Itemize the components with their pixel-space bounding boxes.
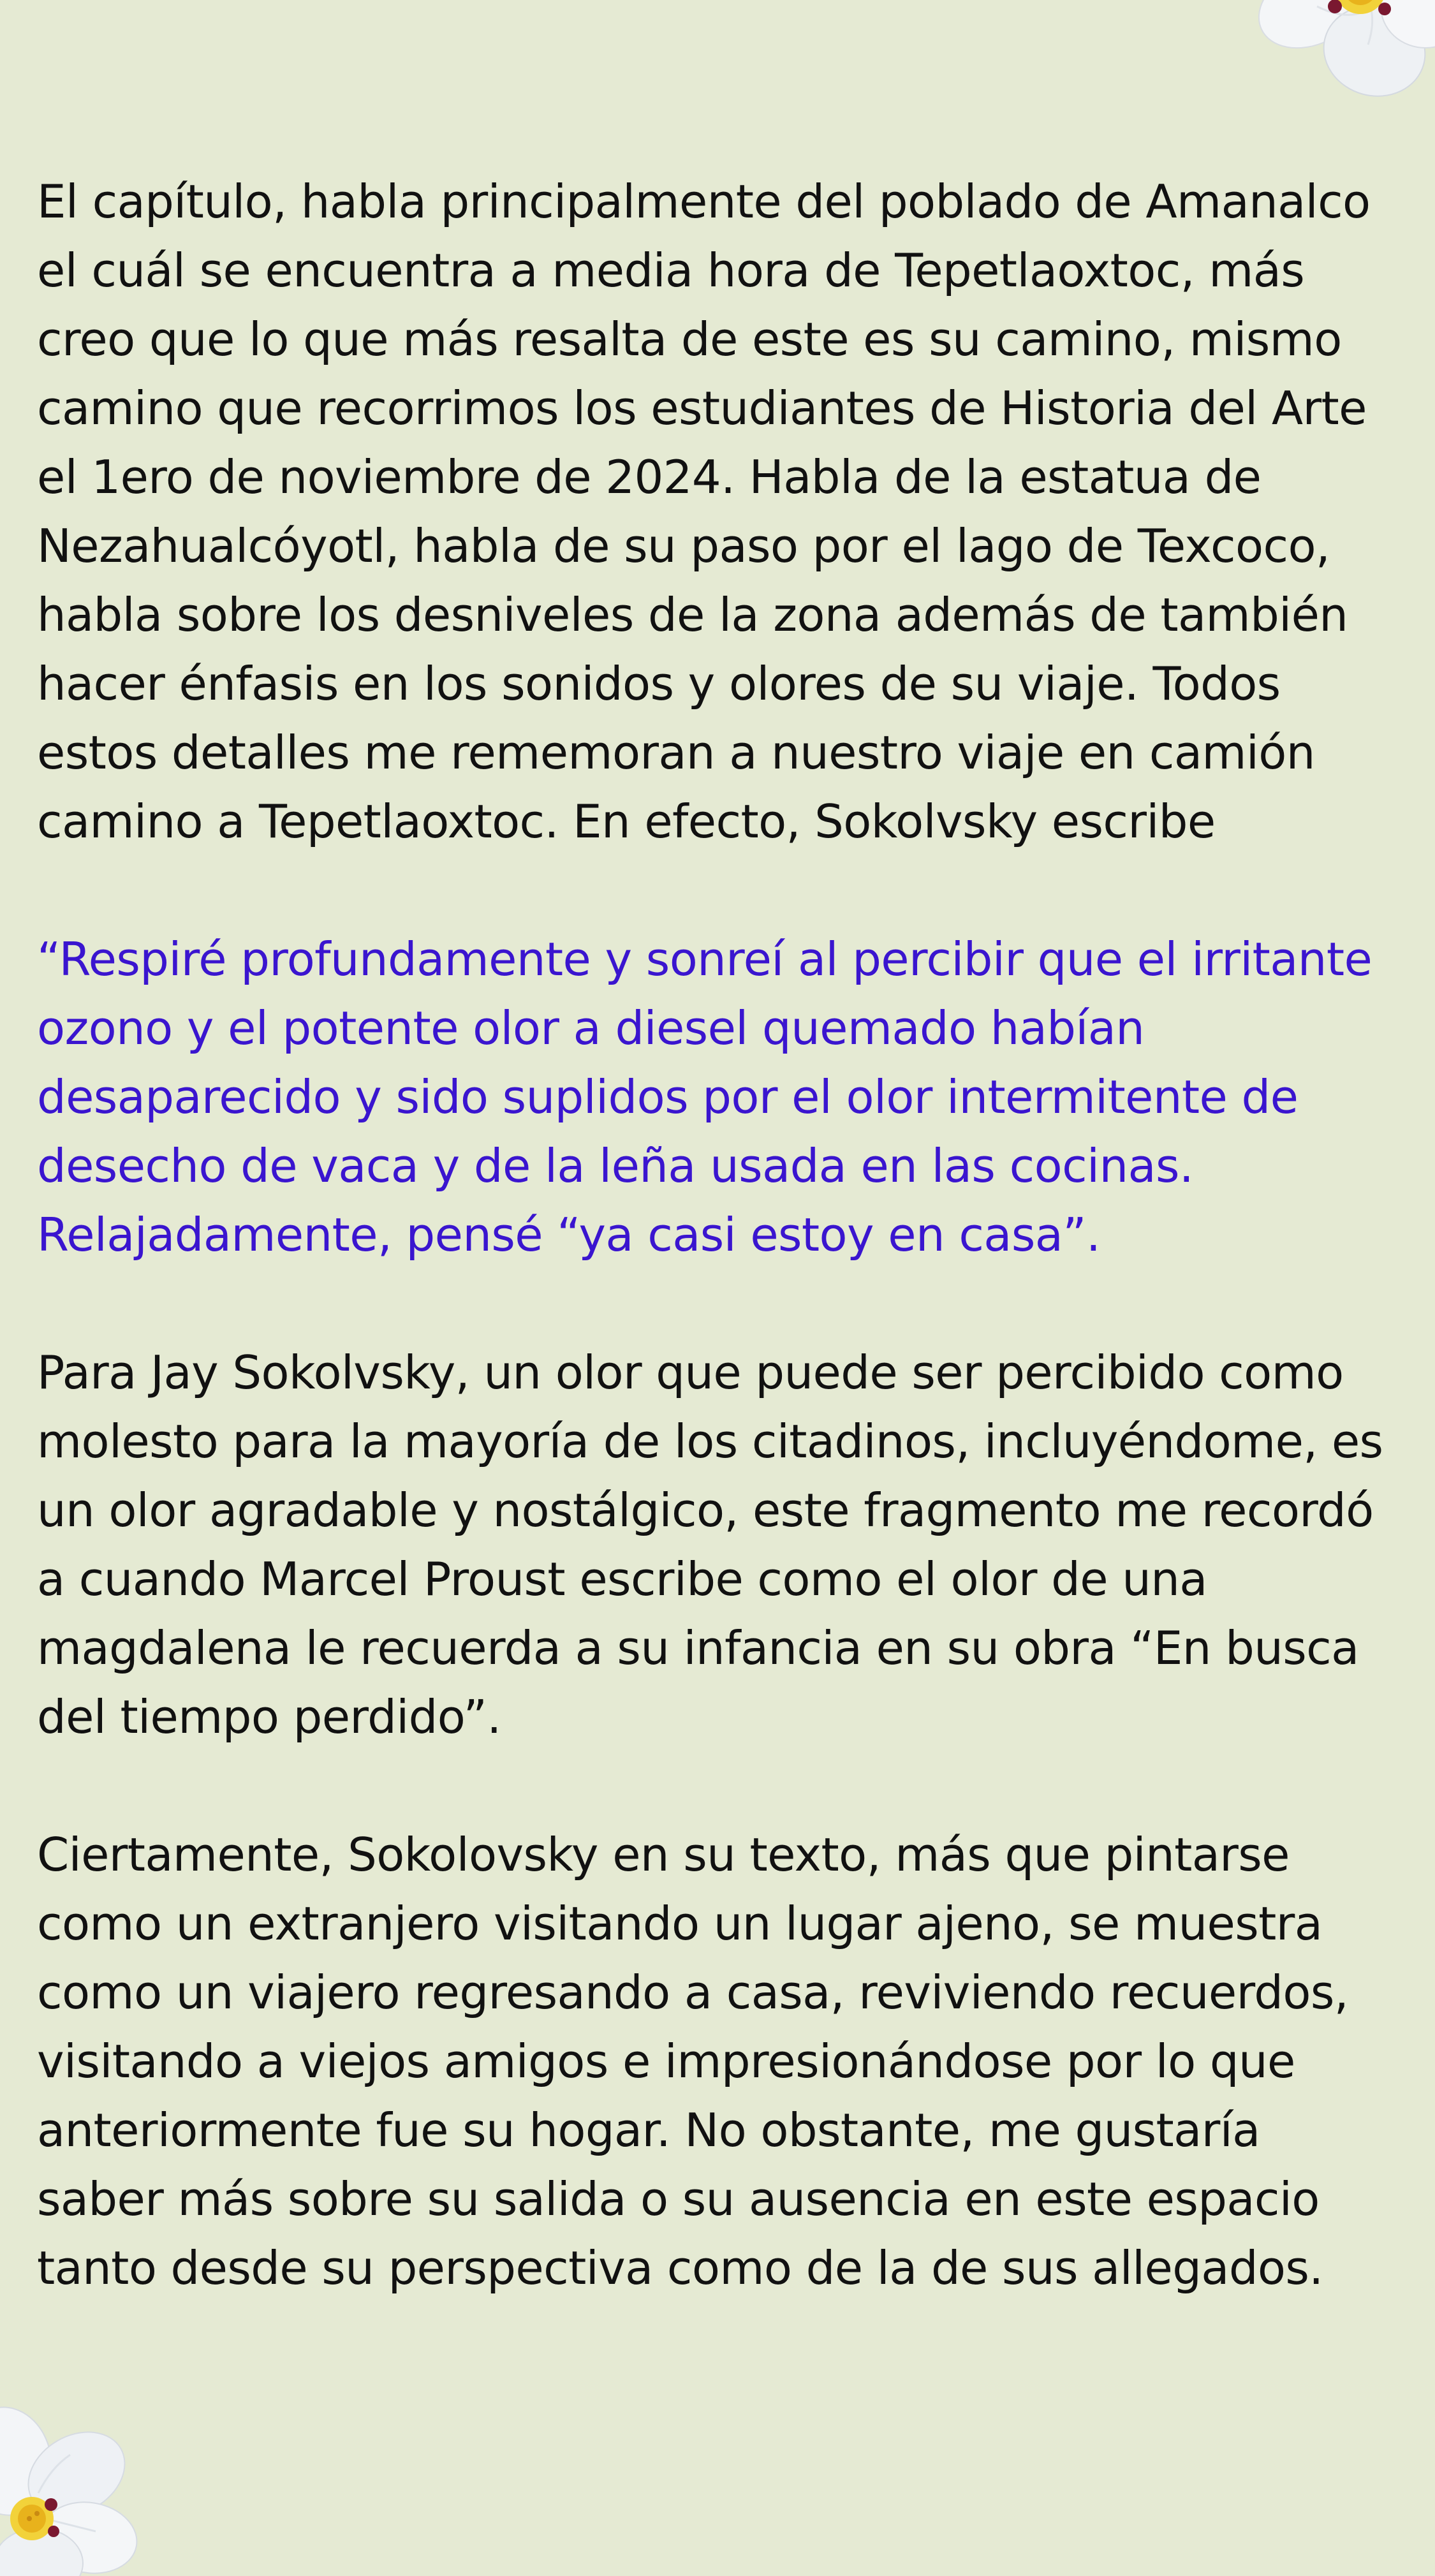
quote-line: “Respiré profundamente y sonreí al percibir que el irritante — [37, 932, 1372, 986]
text-line: saber más sobre su salida o su ausencia en este espacio — [37, 2172, 1320, 2226]
text-line: magdalena le recuerda a su infancia en su obra “En busca — [37, 1621, 1359, 1675]
paragraph-conclusion — [37, 1820, 1402, 2302]
flower-icon — [0, 2391, 153, 2576]
text-line: el cuál se encuentra a media hora de Tepetlaoxtoc, más — [37, 244, 1305, 297]
block-quote — [37, 925, 1402, 1269]
text-line: el 1ero de noviembre de 2024. Habla de la estatua de — [37, 450, 1262, 504]
paragraph-intro — [37, 167, 1402, 856]
text-line: camino a Tepetlaoxtoc. En efecto, Sokolvsky escribe — [37, 795, 1216, 848]
text-line: hacer énfasis en los sonidos y olores de su viaje. Todos — [37, 657, 1281, 710]
text-line: camino que recorrimos los estudiantes de Historia del Arte — [37, 381, 1367, 435]
text-line: visitando a viejos amigos e impresionándose por lo que — [37, 2035, 1295, 2088]
paragraph-proust — [37, 1338, 1402, 1751]
quote-line: desaparecido y sido suplidos por el olor intermitente de — [37, 1070, 1299, 1124]
paragraph-spacer — [37, 856, 1402, 925]
text-line: El capítulo, habla principalmente del poblado de Amanalco — [37, 175, 1371, 228]
article-body — [37, 167, 1402, 2302]
text-line: del tiempo perdido”. — [37, 1690, 501, 1744]
quote-line: ozono y el potente olor a diesel quemado habían — [37, 1001, 1145, 1055]
text-line: Para Jay Sokolvsky, un olor que puede ser percibido como — [37, 1346, 1344, 1399]
paragraph-spacer — [37, 1269, 1402, 1338]
text-line: tanto desde su perspectiva como de la de sus allegados. — [37, 2241, 1323, 2295]
text-line: a cuando Marcel Proust escribe como el olor de una — [37, 1552, 1207, 1606]
text-line: como un viajero regresando a casa, reviviendo recuerdos, — [37, 1966, 1349, 2019]
paragraph-spacer — [37, 1751, 1402, 1820]
quote-line: Relajadamente, pensé “ya casi estoy en casa”. — [37, 1208, 1101, 1262]
text-line: estos detalles me rememoran a nuestro viaje en camión — [37, 726, 1315, 779]
text-line: creo que lo que más resalta de este es su camino, mismo — [37, 313, 1342, 366]
quote-line: desecho de vaca y de la leña usada en las cocinas. — [37, 1139, 1194, 1193]
text-line: Ciertamente, Sokolovsky en su texto, más que pintarse — [37, 1828, 1290, 1881]
text-line: anteriormente fue su hogar. No obstante, me gustaría — [37, 2103, 1260, 2157]
text-line: como un extranjero visitando un lugar ajeno, se muestra — [37, 1897, 1323, 1950]
text-line: Nezahualcóyotl, habla de su paso por el lago de Texcoco, — [37, 519, 1330, 573]
text-line: habla sobre los desniveles de la zona además de también — [37, 588, 1348, 642]
text-line: un olor agradable y nostálgico, este fragmento me recordó — [37, 1483, 1374, 1537]
flower-icon — [1244, 0, 1435, 128]
text-line: molesto para la mayoría de los citadinos, incluyéndome, es — [37, 1415, 1383, 1468]
